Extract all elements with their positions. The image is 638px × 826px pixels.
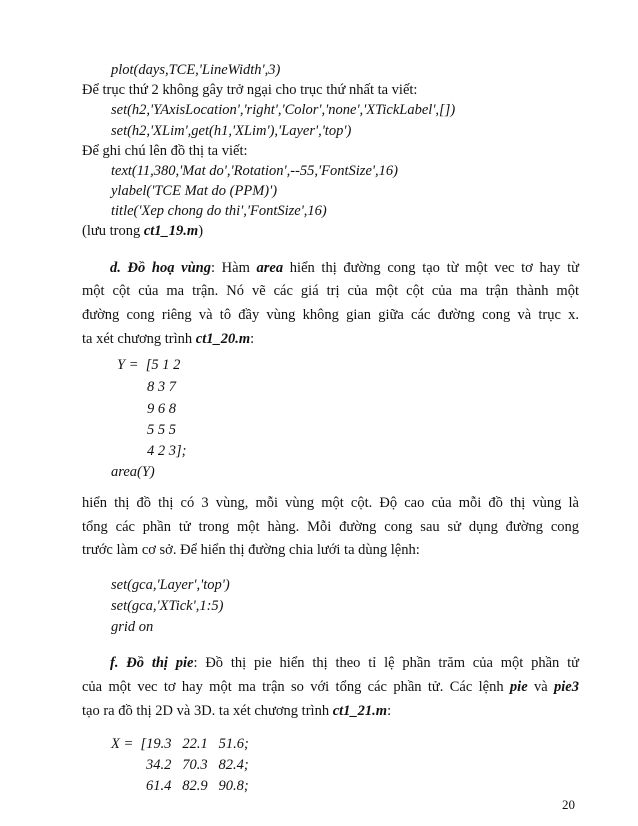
matrix-row: 4 2 3]; bbox=[147, 443, 187, 459]
area-heading: d. Đồ hoạ vùng bbox=[110, 260, 211, 276]
pie-paragraph-line: của một vec tơ hay một ma trận so với tổng các phần tử. Các lệnh pie và pie3 bbox=[82, 679, 579, 695]
pie-paragraph-line: f. Đồ thị pie: Đồ thị pie hiển thị theo tỉ lệ phần trăm của một phần tử bbox=[110, 655, 580, 671]
area-paragraph-line: đường cong riêng và tô đầy vùng không gian giữa các đường cong và trục x. bbox=[82, 307, 579, 323]
pie-paragraph-line: tạo ra đồ thị 2D và 3D. ta xét chương trình ct1_21.m: bbox=[82, 703, 392, 719]
save-note: (lưu trong ct1_19.m) bbox=[82, 223, 204, 239]
area-keyword: area bbox=[256, 260, 284, 276]
pie-heading: f. Đồ thị pie bbox=[110, 655, 194, 671]
code-line: grid on bbox=[111, 619, 154, 635]
file-name: ct1_21.m bbox=[332, 703, 388, 719]
matrix-row: 34.2 70.3 82.4; bbox=[146, 757, 249, 773]
matrix-row: 5 5 5 bbox=[147, 422, 176, 438]
matrix-row: Y = [5 1 2 bbox=[117, 357, 181, 373]
matrix-row: 8 3 7 bbox=[147, 379, 176, 395]
code-line: set(h2,'YAxisLocation','right','Color','none','XTickLabel',[]) bbox=[111, 102, 456, 118]
code-line: set(gca,'Layer','top') bbox=[111, 577, 230, 593]
code-line: set(h2,'XLim',get(h1,'XLim'),'Layer','top') bbox=[111, 123, 352, 139]
text-line: Để trục thứ 2 không gây trở ngại cho trục thứ nhất ta viết: bbox=[82, 82, 418, 98]
desc-line: hiển thị đồ thị có 3 vùng, mỗi vùng một cột. Độ cao của mỗi đồ thị vùng là bbox=[82, 495, 579, 511]
code-line: plot(days,TCE,'LineWidth',3) bbox=[111, 62, 281, 78]
desc-line: tổng các phần tử trong một hàng. Mỗi đường cong sau sử dụng đường cong bbox=[82, 519, 579, 535]
area-paragraph-line: d. Đồ hoạ vùng: Hàm area hiển thị đường cong tạo từ một vec tơ hay từ bbox=[110, 260, 579, 276]
area-paragraph-line: một cột của ma trận. Nó vẽ các giá trị của một cột của ma trận thành một bbox=[82, 283, 579, 299]
matrix-row: X = [19.3 22.1 51.6; bbox=[111, 736, 249, 752]
pie-keyword: pie bbox=[509, 679, 528, 695]
area-paragraph-line: ta xét chương trình ct1_20.m: bbox=[82, 331, 255, 347]
code-line: area(Y) bbox=[111, 464, 155, 480]
desc-line: trước làm cơ sở. Để hiển thị đường chia lưới ta dùng lệnh: bbox=[82, 542, 420, 558]
code-line: set(gca,'XTick',1:5) bbox=[111, 598, 224, 614]
text-line: Để ghi chú lên đồ thị ta viết: bbox=[82, 143, 248, 159]
file-name: ct1_19.m bbox=[143, 223, 199, 239]
code-line: text(11,380,'Mat do','Rotation',--55,'FontSize',16) bbox=[111, 163, 398, 179]
code-line: title('Xep chong do thi','FontSize',16) bbox=[111, 203, 327, 219]
pie3-keyword: pie3 bbox=[554, 679, 579, 695]
page-number: 20 bbox=[562, 797, 575, 812]
code-line: ylabel('TCE Mat do (PPM)') bbox=[111, 183, 278, 199]
file-name: ct1_20.m bbox=[195, 331, 251, 347]
matrix-row: 9 6 8 bbox=[147, 401, 176, 417]
matrix-row: 61.4 82.9 90.8; bbox=[146, 778, 249, 794]
